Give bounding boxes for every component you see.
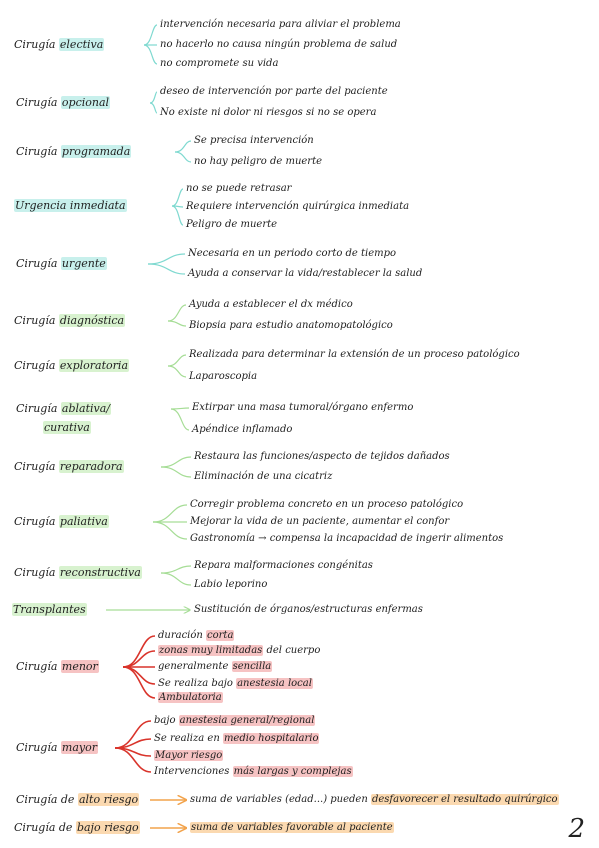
category-label — [14, 359, 129, 373]
text-run: Ayuda a establecer el dx médico — [189, 299, 353, 310]
text-run: generalmente — [158, 661, 232, 672]
text-run: Cirugía — [14, 460, 59, 473]
text-run: bajo — [154, 715, 179, 726]
highlighted-text: corta — [207, 630, 234, 641]
text-run: Gastronomía → compensa la incapacidad de ingerir alimentos — [190, 533, 504, 544]
highlighted-text: ablativa/ — [61, 402, 110, 415]
highlighted-text: suma de variables favorable al paciente — [191, 822, 393, 833]
category-label — [14, 314, 125, 328]
category-label — [16, 793, 139, 807]
text-run: intervención necesaria para aliviar el problema — [160, 19, 401, 30]
detail-line — [158, 677, 313, 690]
highlighted-text: opcional — [61, 96, 110, 109]
highlighted-text: anestesia local — [237, 678, 312, 689]
text-run: deseo de intervención por parte del paciente — [160, 86, 388, 97]
detail-line — [160, 106, 376, 119]
detail-line — [186, 200, 409, 213]
detail-line — [190, 793, 559, 806]
text-run: no hay peligro de muerte — [194, 156, 323, 167]
category-label — [14, 460, 124, 474]
text-run: Cirugía — [16, 257, 61, 270]
detail-line — [194, 470, 332, 483]
text-run: Sustitución de órganos/estructuras enfermas — [194, 604, 423, 615]
text-run: No existe ni dolor ni riesgos si no se opera — [160, 107, 377, 118]
category-label — [12, 603, 87, 617]
text-run: Biopsia para estudio anatomopatológico — [189, 320, 393, 331]
page-number: 2 — [568, 814, 585, 844]
category-label — [14, 515, 109, 529]
highlighted-text: más largas y complejas — [233, 766, 352, 777]
text-run: Cirugía — [14, 314, 59, 327]
text-run: no compromete su vida — [160, 58, 279, 69]
highlighted-text: alto riesgo — [78, 793, 139, 806]
text-run: Cirugía — [16, 660, 61, 673]
highlighted-text: programada — [61, 145, 131, 158]
detail-line — [188, 247, 396, 260]
detail-line — [194, 450, 450, 463]
text-run: Corregir problema concreto en un proceso patológico — [190, 499, 464, 510]
detail-line — [158, 691, 223, 704]
highlighted-text: reconstructiva — [59, 566, 141, 579]
text-run: Realizada para determinar la extensión de un proceso patológico — [189, 349, 520, 360]
detail-line — [190, 821, 394, 834]
category-label — [14, 38, 104, 52]
detail-line — [186, 182, 291, 195]
detail-line — [194, 559, 373, 572]
text-run: Eliminación de una cicatriz — [194, 471, 333, 482]
highlighted-text: menor — [61, 660, 98, 673]
text-run: Cirugía — [14, 359, 59, 372]
text-run: Restaura las funciones/aspecto de tejidos dañados — [194, 451, 450, 462]
detail-line — [158, 644, 320, 657]
text-run: Cirugía — [16, 145, 61, 158]
text-run: del cuerpo — [263, 645, 321, 656]
detail-line — [189, 298, 353, 311]
detail-line — [192, 401, 413, 414]
detail-line — [160, 85, 388, 98]
text-run: Cirugía — [16, 741, 61, 754]
text-run: duración — [158, 630, 207, 641]
detail-line — [160, 18, 401, 31]
highlighted-text: electiva — [59, 38, 104, 51]
text-run: Se realiza bajo — [158, 678, 237, 689]
highlighted-text: medio hospitalario — [223, 733, 319, 744]
text-run: Mejorar la vida de un paciente, aumentar el confor — [190, 516, 450, 527]
text-run: Cirugía — [14, 515, 59, 528]
text-run: Cirugía de — [16, 793, 78, 806]
category-label — [16, 145, 131, 159]
text-run: Cirugía — [16, 96, 61, 109]
text-run: Extirpar una masa tumoral/órgano enfermo — [192, 402, 414, 413]
text-run: Cirugía — [14, 38, 59, 51]
highlighted-text: Urgencia inmediata — [15, 199, 126, 212]
detail-line — [154, 732, 319, 745]
detail-line — [154, 714, 315, 727]
detail-line — [154, 765, 353, 778]
highlighted-text: desfavorecer el resultado quirúrgico — [371, 794, 558, 805]
detail-line — [154, 749, 223, 762]
detail-line — [189, 348, 520, 361]
text-run: Apéndice inflamado — [192, 424, 293, 435]
highlighted-text: curativa — [44, 421, 90, 434]
detail-line — [194, 134, 314, 147]
detail-line — [188, 267, 422, 280]
detail-line — [194, 578, 267, 591]
text-run: Cirugía — [14, 566, 59, 579]
text-run: suma de variables (edad...) pueden — [190, 794, 371, 805]
highlighted-text: anestesia general/regional — [179, 715, 315, 726]
highlighted-text: paliativa — [59, 515, 108, 528]
text-run: Cirugía de — [14, 821, 76, 834]
detail-line — [160, 57, 278, 70]
text-run: Se precisa intervención — [194, 135, 314, 146]
text-run: Labio leporino — [194, 579, 268, 590]
category-label — [14, 566, 142, 580]
detail-line — [160, 38, 397, 51]
category-label-continued — [43, 421, 91, 435]
detail-line — [189, 370, 257, 383]
detail-line — [189, 319, 393, 332]
highlighted-text: Ambulatoria — [159, 692, 222, 703]
category-label — [16, 257, 107, 271]
highlighted-text: mayor — [61, 741, 97, 754]
category-label — [16, 660, 99, 674]
detail-line — [186, 218, 277, 231]
text-run: Ayuda a conservar la vida/restablecer la salud — [188, 268, 423, 279]
text-run: Laparoscopia — [189, 371, 258, 382]
text-run: no hacerlo no causa ningún problema de salud — [160, 39, 398, 50]
detail-line — [194, 603, 423, 616]
highlighted-text: bajo riesgo — [76, 821, 139, 834]
detail-line — [158, 629, 234, 642]
text-run: Se realiza en — [154, 733, 223, 744]
text-run: Peligro de muerte — [186, 219, 278, 230]
highlighted-text: reparadora — [59, 460, 123, 473]
category-label — [16, 96, 110, 110]
highlighted-text: Transplantes — [13, 603, 86, 616]
text-run: Requiere intervención quirúrgica inmediata — [186, 201, 410, 212]
detail-line — [192, 423, 292, 436]
detail-line — [190, 532, 503, 545]
text-run: Repara malformaciones congénitas — [194, 560, 373, 571]
highlighted-text: urgente — [61, 257, 106, 270]
highlighted-text: zonas muy limitadas — [159, 645, 263, 656]
text-run: Intervenciones — [154, 766, 233, 777]
category-label — [14, 821, 140, 835]
detail-line — [190, 498, 463, 511]
text-run: Necesaria en un periodo corto de tiempo — [188, 248, 397, 259]
detail-line — [158, 660, 272, 673]
highlighted-text: exploratoria — [59, 359, 128, 372]
category-label — [16, 741, 98, 755]
category-label — [16, 402, 111, 416]
detail-line — [194, 155, 322, 168]
highlighted-text: sencilla — [232, 661, 272, 672]
detail-line — [190, 515, 449, 528]
category-label — [14, 199, 127, 213]
text-run: no se puede retrasar — [186, 183, 292, 194]
text-run: Cirugía — [16, 402, 61, 415]
highlighted-text: Mayor riesgo — [155, 750, 223, 761]
highlighted-text: diagnóstica — [59, 314, 125, 327]
